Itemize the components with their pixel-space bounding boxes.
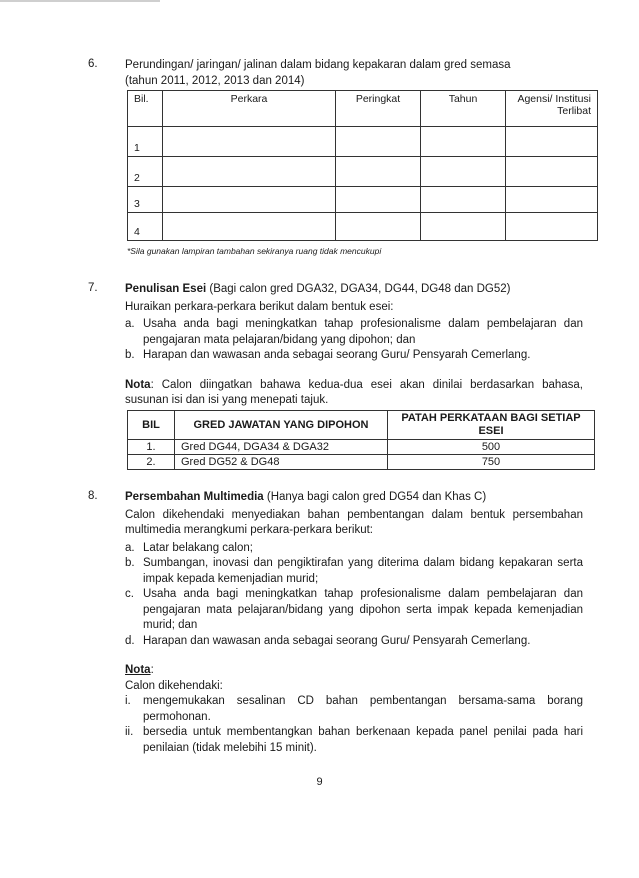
cell-patah: 500 xyxy=(388,440,595,455)
list-item xyxy=(125,587,583,634)
section-6-number: 6. xyxy=(88,58,98,70)
row-number: 3 xyxy=(128,187,163,213)
list-label: ii. xyxy=(125,726,134,738)
section-8-note-intro: Calon dikehendaki: xyxy=(125,679,223,692)
list-item xyxy=(125,725,583,756)
list-label: c. xyxy=(125,588,134,600)
list-text: Usaha anda bagi meningkatkan tahap profesionalisme dalam pembelajaran dan pengajaran mata pelajaran/bidang yang dipohon; dan xyxy=(143,318,583,346)
table-row xyxy=(128,157,598,187)
cell-agensi[interactable] xyxy=(506,187,598,213)
col-peringkat: Peringkat xyxy=(336,91,421,127)
cell-peringkat[interactable] xyxy=(336,157,421,187)
note-colon: : xyxy=(150,664,154,676)
table-footnote: *Sila gunakan lampiran tambahan sekiranya ruang tidak mencukupi xyxy=(127,246,382,256)
cell-tahun[interactable] xyxy=(421,213,506,241)
essay-word-count-table xyxy=(127,410,595,470)
section-8-intro: Calon dikehendaki menyediakan bahan pembentangan dalam bentuk persembahan multimedia merangkumi perkara-perkara berikut: xyxy=(125,508,583,536)
note-label: Nota xyxy=(125,664,151,676)
list-item xyxy=(125,556,583,587)
section-7-note xyxy=(125,378,583,409)
table-header-row xyxy=(128,411,595,440)
cell-agensi[interactable] xyxy=(506,213,598,241)
section-8-heading xyxy=(125,490,583,506)
cell-tahun[interactable] xyxy=(421,127,506,157)
list-item xyxy=(125,541,583,557)
cell-peringkat[interactable] xyxy=(336,213,421,241)
table-row xyxy=(128,127,598,157)
list-item xyxy=(125,634,583,650)
list-text: Latar belakang calon; xyxy=(143,541,253,554)
section-7-title-rest: (Bagi calon gred DGA32, DGA34, DG44, DG48 dan DG52) xyxy=(206,283,511,295)
list-label: b. xyxy=(125,557,135,569)
note-label: Nota xyxy=(125,378,151,391)
cell-agensi[interactable] xyxy=(506,157,598,187)
list-label: a. xyxy=(125,318,135,330)
cell-gred: Gred DG44, DGA34 & DGA32 xyxy=(175,440,388,455)
list-label: a. xyxy=(125,541,135,554)
list-text: Harapan dan wawasan anda sebagai seorang Guru/ Pensyarah Cemerlang. xyxy=(143,634,531,647)
section-8-note-heading xyxy=(125,663,583,679)
cell-patah: 750 xyxy=(388,455,595,470)
list-text: Sumbangan, inovasi dan pengiktirafan yang diterima dalam bidang kepakaran serta impak kepada kemenjadian murid; xyxy=(143,557,583,585)
cell-gred: Gred DG52 & DG48 xyxy=(175,455,388,470)
section-7-heading xyxy=(125,282,583,298)
table-header-row xyxy=(128,91,598,127)
list-label: i. xyxy=(125,695,131,707)
col-gred: GRED JAWATAN YANG DIPOHON xyxy=(175,411,388,440)
cell-peringkat[interactable] xyxy=(336,127,421,157)
list-label: d. xyxy=(125,634,135,647)
row-number: 1 xyxy=(128,127,163,157)
table-row xyxy=(128,455,595,470)
cell-agensi[interactable] xyxy=(506,127,598,157)
list-item xyxy=(125,348,583,364)
section-6-heading-line2: (tahun 2011, 2012, 2013 dan 2014) xyxy=(125,74,305,87)
section-8-title: Persembahan Multimedia xyxy=(125,491,264,503)
cell-tahun[interactable] xyxy=(421,187,506,213)
list-text: bersedia untuk membentangkan bahan berkenaan kepada panel penilai pada hari penilaian (tidak melebihi 15 minit). xyxy=(143,726,583,754)
list-text: Harapan dan wawasan anda sebagai seorang Guru/ Pensyarah Cemerlang. xyxy=(143,349,531,361)
cell-peringkat[interactable] xyxy=(336,187,421,213)
row-number: 2 xyxy=(128,157,163,187)
cell-perkara[interactable] xyxy=(163,157,336,187)
cell-tahun[interactable] xyxy=(421,157,506,187)
section-7-intro: Huraikan perkara-perkara berikut dalam bentuk esei: xyxy=(125,300,394,313)
list-label: b. xyxy=(125,349,135,361)
col-agensi: Agensi/ Institusi Terlibat xyxy=(506,91,598,127)
scan-edge-line xyxy=(0,0,160,2)
section-8-number: 8. xyxy=(88,490,98,502)
cell-perkara[interactable] xyxy=(163,127,336,157)
col-bil: Bil. xyxy=(128,91,163,127)
table-row xyxy=(128,440,595,455)
section-7-number: 7. xyxy=(88,282,98,294)
cell-bil: 1. xyxy=(128,440,175,455)
table-row xyxy=(128,213,598,241)
list-item xyxy=(125,694,583,725)
cell-bil: 2. xyxy=(128,455,175,470)
col-perkara: Perkara xyxy=(163,91,336,127)
list-text: Usaha anda bagi meningkatkan tahap profesionalisme dalam pembelajaran dan pengajaran mata pelajaran/bidang yang dipohon serta impak kepada kemenjadian murid; dan xyxy=(143,588,583,631)
list-text: mengemukakan sesalinan CD bahan pembentangan bersama-sama borang permohonan. xyxy=(143,695,583,723)
section-8-title-rest: (Hanya bagi calon gred DG54 dan Khas C) xyxy=(263,491,487,503)
col-bil: BIL xyxy=(128,411,175,440)
col-patah: PATAH PERKATAAN BAGI SETIAP ESEI xyxy=(388,411,595,440)
page-number: 9 xyxy=(316,776,323,788)
table-row xyxy=(128,187,598,213)
section-6-heading-line1: Perundingan/ jaringan/ jalinan dalam bidang kepakaran dalam gred semasa xyxy=(125,59,511,71)
cell-perkara[interactable] xyxy=(163,187,336,213)
col-tahun: Tahun xyxy=(421,91,506,127)
row-number: 4 xyxy=(128,213,163,241)
cell-perkara[interactable] xyxy=(163,213,336,241)
note-text: : Calon diingatkan bahawa kedua-dua esei akan dinilai berdasarkan bahasa, susunan isi dan isi yang menepati tajuk. xyxy=(125,378,583,406)
list-item xyxy=(125,317,583,348)
section-7-title: Penulisan Esei xyxy=(125,283,207,295)
consultation-table xyxy=(127,90,598,241)
